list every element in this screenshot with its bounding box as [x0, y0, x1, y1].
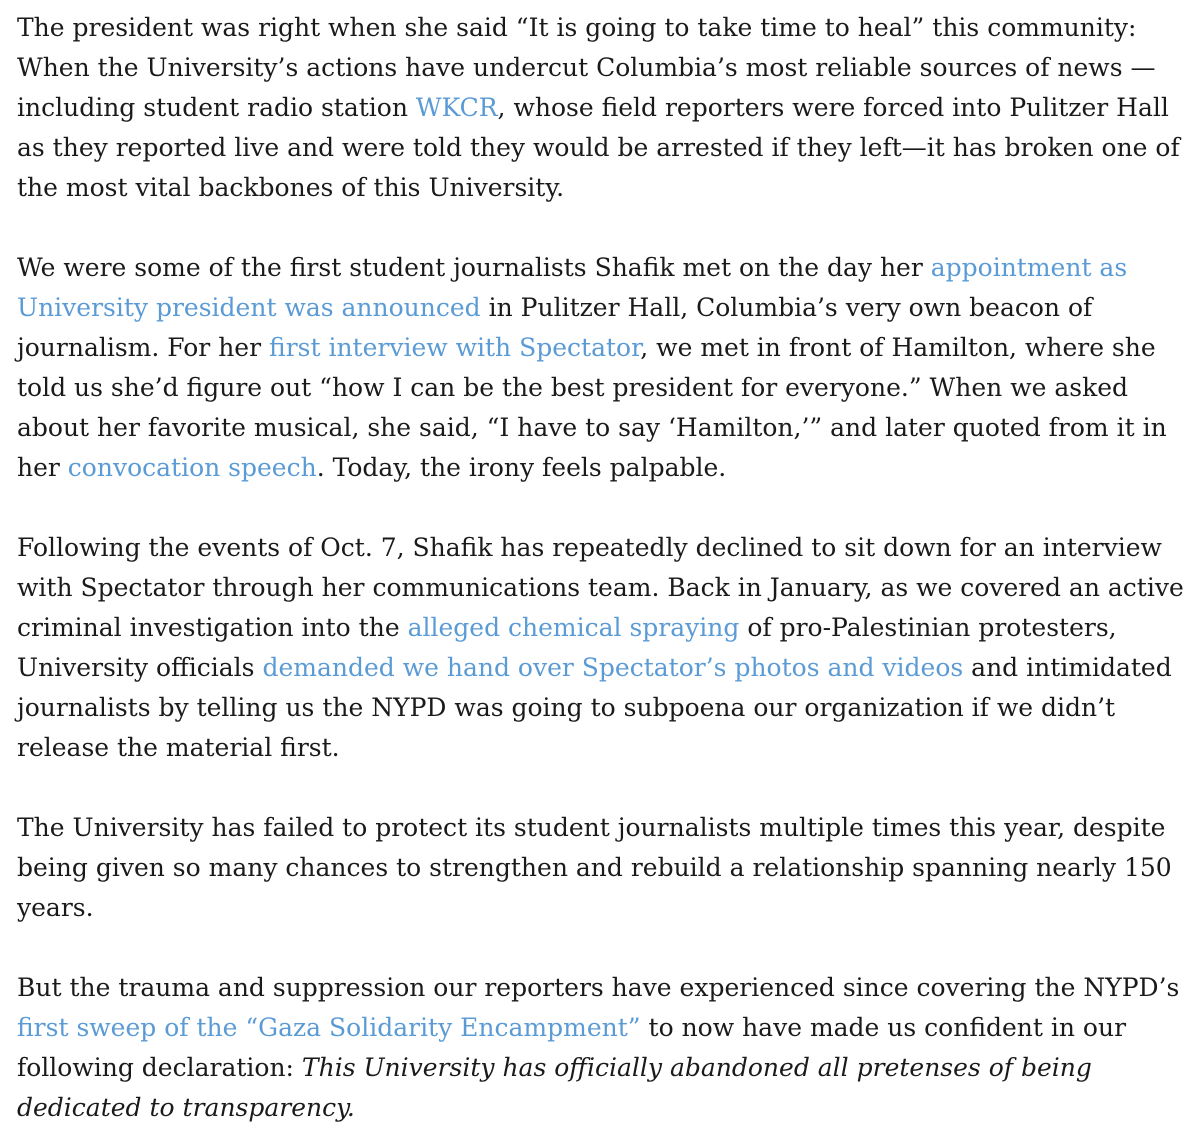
paragraph-2: [17, 248, 1185, 488]
emphasis-declaration: This University has officially abandoned all pretenses of being dedicated to transparency.: [17, 1053, 1092, 1122]
link-appointment-announced[interactable]: appointment as University president was announced: [17, 253, 1128, 322]
paragraph-4: [17, 808, 1185, 928]
paragraph-5-text-1: But the trauma and suppression our reporters have experienced since covering the NYPD’s: [17, 973, 1180, 1002]
paragraph-2-text-1: We were some of the first student journalists Shafik met on the day her: [17, 253, 931, 282]
link-demanded-photos[interactable]: demanded we hand over Spectator’s photos and videos: [262, 653, 964, 682]
paragraph-2-text-4: . Today, the irony feels palpable.: [316, 453, 727, 482]
paragraph-2-text-3: , we met in front of Hamilton, where she told us she’d figure out “how I can be the best president for everyone.” When we asked about her favorite musical, she said, “I have to say ‘Hamilton,’” and later quoted from it in her: [17, 333, 1167, 482]
paragraph-3-text-1: Following the events of Oct. 7, Shafik has repeatedly declined to sit down for an interview with Spectator through her communications team. Back in January, as we covered an active criminal investigation into the: [17, 533, 1184, 642]
paragraph-4-text-1: The University has failed to protect its student journalists multiple times this year, despite being given so many chances to strengthen and rebuild a relationship spanning nearly 150 years.: [17, 813, 1172, 922]
paragraph-3-text-3: and intimidated journalists by telling us the NYPD was going to subpoena our organization if we didn’t release the material first.: [17, 653, 1172, 762]
paragraph-3: [17, 528, 1185, 768]
paragraph-3-text-2: of pro-Palestinian protesters, University officials: [17, 613, 1117, 682]
link-first-sweep[interactable]: first sweep of the “Gaza Solidarity Encampment”: [17, 1013, 641, 1042]
link-wkcr[interactable]: WKCR: [415, 93, 498, 122]
article-body: [17, 8, 1185, 1128]
paragraph-5: [17, 968, 1185, 1128]
paragraph-1-text-2: , whose field reporters were forced into Pulitzer Hall as they reported live and were told they would be arrested if they left—it has broken one of the most vital backbones of this University.: [17, 93, 1180, 202]
link-first-interview[interactable]: first interview with Spectator: [269, 333, 641, 362]
paragraph-1: [17, 8, 1185, 208]
paragraph-2-text-2: in Pulitzer Hall, Columbia’s very own beacon of journalism. For her: [17, 293, 1093, 362]
paragraph-1-text-1: The president was right when she said “It is going to take time to heal” this community: When the University’s actions have undercut Columbia’s most reliable sources of news —including student radio station: [17, 13, 1156, 122]
link-convocation-speech[interactable]: convocation speech: [67, 453, 317, 482]
link-chemical-spraying[interactable]: alleged chemical spraying: [407, 613, 740, 642]
paragraph-5-text-2: to now have made us confident in our following declaration:: [17, 1013, 1127, 1082]
